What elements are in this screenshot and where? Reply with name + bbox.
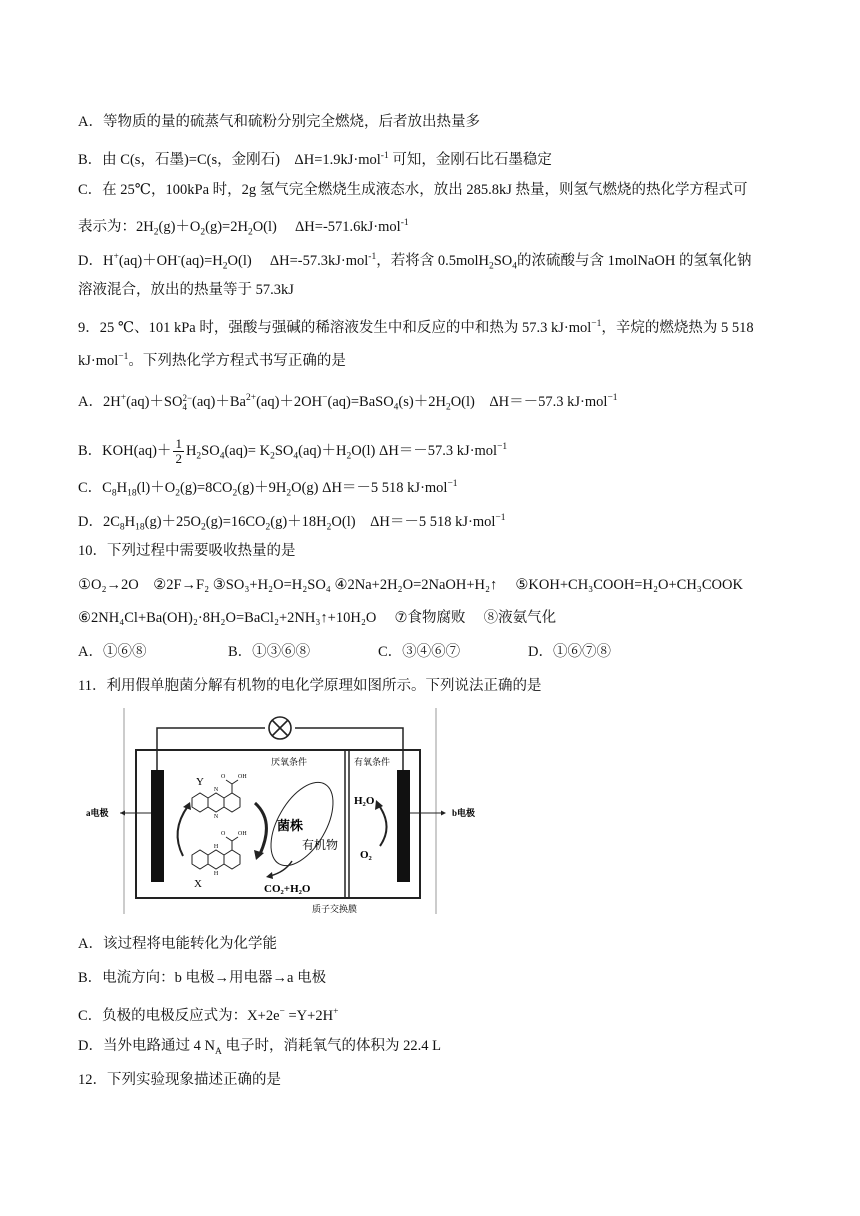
svg-text:N: N	[213, 787, 219, 793]
q9-option-d: D．$2C_8H_{18}(g)+25O_2(g)=16CO_2(g)+18H_2O(l)$ ΔH＝－5 518 kJ·mol$^{-1}$	[78, 513, 506, 533]
svg-text:H: H	[213, 844, 219, 850]
label-anaerobic: 厌氧条件	[271, 757, 308, 767]
q11-stem: 11．利用假单胞菌分解有机物的电化学原理如图所示。下列说法正确的是	[78, 678, 542, 694]
q10-stem: 10．下列过程中需要吸收热量的是	[78, 543, 296, 559]
label-membrane: 质子交换膜	[312, 904, 358, 914]
q11-option-d: D．当外电路通过 4 $N_A$ 电子时，消耗氧气的体积为 22.4 L	[78, 1038, 441, 1057]
label-o2: O₂	[360, 849, 372, 861]
q8-option-c-line2: 表示为：$2H_2(g)+O_2(g)=2H_2O(l)$ ΔH=-571.6kJ·mol$^{-1}$	[78, 218, 409, 238]
molecule-x	[192, 837, 240, 869]
svg-text:OH: OH	[238, 831, 247, 837]
q8-option-c-line1: C．在 25℃，100kPa 时，2g 氢气完全燃烧生成液态水，放出 285.8kJ 热量，则氢气燃烧的热化学方程式可	[78, 182, 748, 198]
q8-option-d-line1: D．$H^+(aq)+OH^-(aq)=H_2O(l)$ ΔH=-57.3kJ·mol$^{-1}$，若将含 $0.5molH_2SO_4$的浓硫酸与含 1molNaOH 的氢氧化钠	[78, 252, 752, 272]
label-aerobic: 有氧条件	[354, 757, 391, 767]
q9-stem-line2: kJ·mol$^{-1}$。下列热化学方程式书写正确的是	[78, 352, 346, 369]
q12-stem: 12．下列实验现象描述正确的是	[78, 1072, 281, 1088]
label-electrode-b: b电极	[452, 808, 476, 818]
q11-option-c: C．负极的电极反应式为：X+2e− =Y+2H+	[78, 1007, 339, 1024]
electrode-a	[151, 770, 164, 882]
fraction-one-half: $\frac{1}{2}$	[175, 436, 182, 466]
label-organic: 有机物	[302, 838, 339, 852]
electrode-b	[397, 770, 410, 882]
svg-text:O: O	[221, 774, 226, 780]
q10-items-line2: ⑥2NH₄Cl+Ba(OH)₂·8H₂O=BaCl₂+2NH₃↑+10H₂O ⑦食物腐败 ⑧液氨气化	[78, 610, 557, 626]
label-x: X	[194, 878, 202, 890]
label-co2-h2o: CO₂+H₂O	[264, 883, 311, 895]
svg-text:O: O	[221, 831, 226, 837]
q10-option-c: C．③④⑥⑦	[378, 644, 461, 660]
svg-text:N: N	[213, 814, 219, 820]
q8-option-d-line2: 溶液混合，放出的热量等于 57.3kJ	[78, 282, 294, 298]
q11-option-a: A．该过程将电能转化为化学能	[78, 936, 277, 952]
q11-option-b: B．电流方向：b 电极→用电器→a 电极	[78, 970, 327, 986]
label-bacteria: 菌株	[277, 818, 304, 833]
q10-option-d: D．①⑥⑦⑧	[528, 644, 611, 660]
label-h2o: H₂O	[354, 795, 375, 807]
svg-text:OH: OH	[238, 774, 247, 780]
q10-option-a: A．①⑥⑧	[78, 644, 147, 660]
q9-option-a: A．2H+(aq)＋SO 2− 4 $(aq)+Ba^{2+}(aq)+2OH^-(aq)=BaSO_4(s)+2H_2O(l)$ ΔH＝－57.3 kJ·mol$^{-1}$	[78, 392, 618, 413]
q8-option-a: A．等物质的量的硫蒸气和硫粉分别完全燃烧，后者放出热量多	[78, 114, 480, 130]
q9-option-b: B．KOH(aq)＋ $\frac{1}{2}$ $H_2SO_4(aq)= K_2SO_4(aq)+H_2O(l)$ ΔH＝－57.3 kJ·mol$^{-1}$	[78, 436, 508, 466]
q9-option-c: C．$C_8H_{18}(l)+O_2(g)=8CO_2(g)+9H_2O(g)$ ΔH＝－5 518 kJ·mol$^{-1}$	[78, 479, 458, 499]
lamp-icon	[269, 717, 291, 739]
fuel-cell-diagram	[80, 706, 500, 918]
label-y: Y	[196, 776, 204, 788]
label-electrode-a: a电极	[86, 808, 109, 818]
q8-option-b: B．由 C(s，石墨)=C(s，金刚石) ΔH=1.9kJ·mol$^{-1}$ 可知，金刚石比石墨稳定	[78, 151, 552, 168]
q9-stem-line1: 9．25 ℃、101 kPa 时，强酸与强碱的稀溶液发生中和反应的中和热为 57.3 kJ·mol$^{-1}$，辛烷的燃烧热为 5 518	[78, 319, 754, 336]
q10-option-b: B．①③⑥⑧	[228, 644, 311, 660]
svg-text:H: H	[213, 871, 219, 877]
q10-items-line1: ①O₂→2O ②2F→F₂ ③SO₃+H₂O=H₂SO₄ ④2Na+2H₂O=2NaOH+H₂↑ ⑤KOH+CH₃COOH=H₂O+CH₃COOK	[78, 577, 743, 593]
